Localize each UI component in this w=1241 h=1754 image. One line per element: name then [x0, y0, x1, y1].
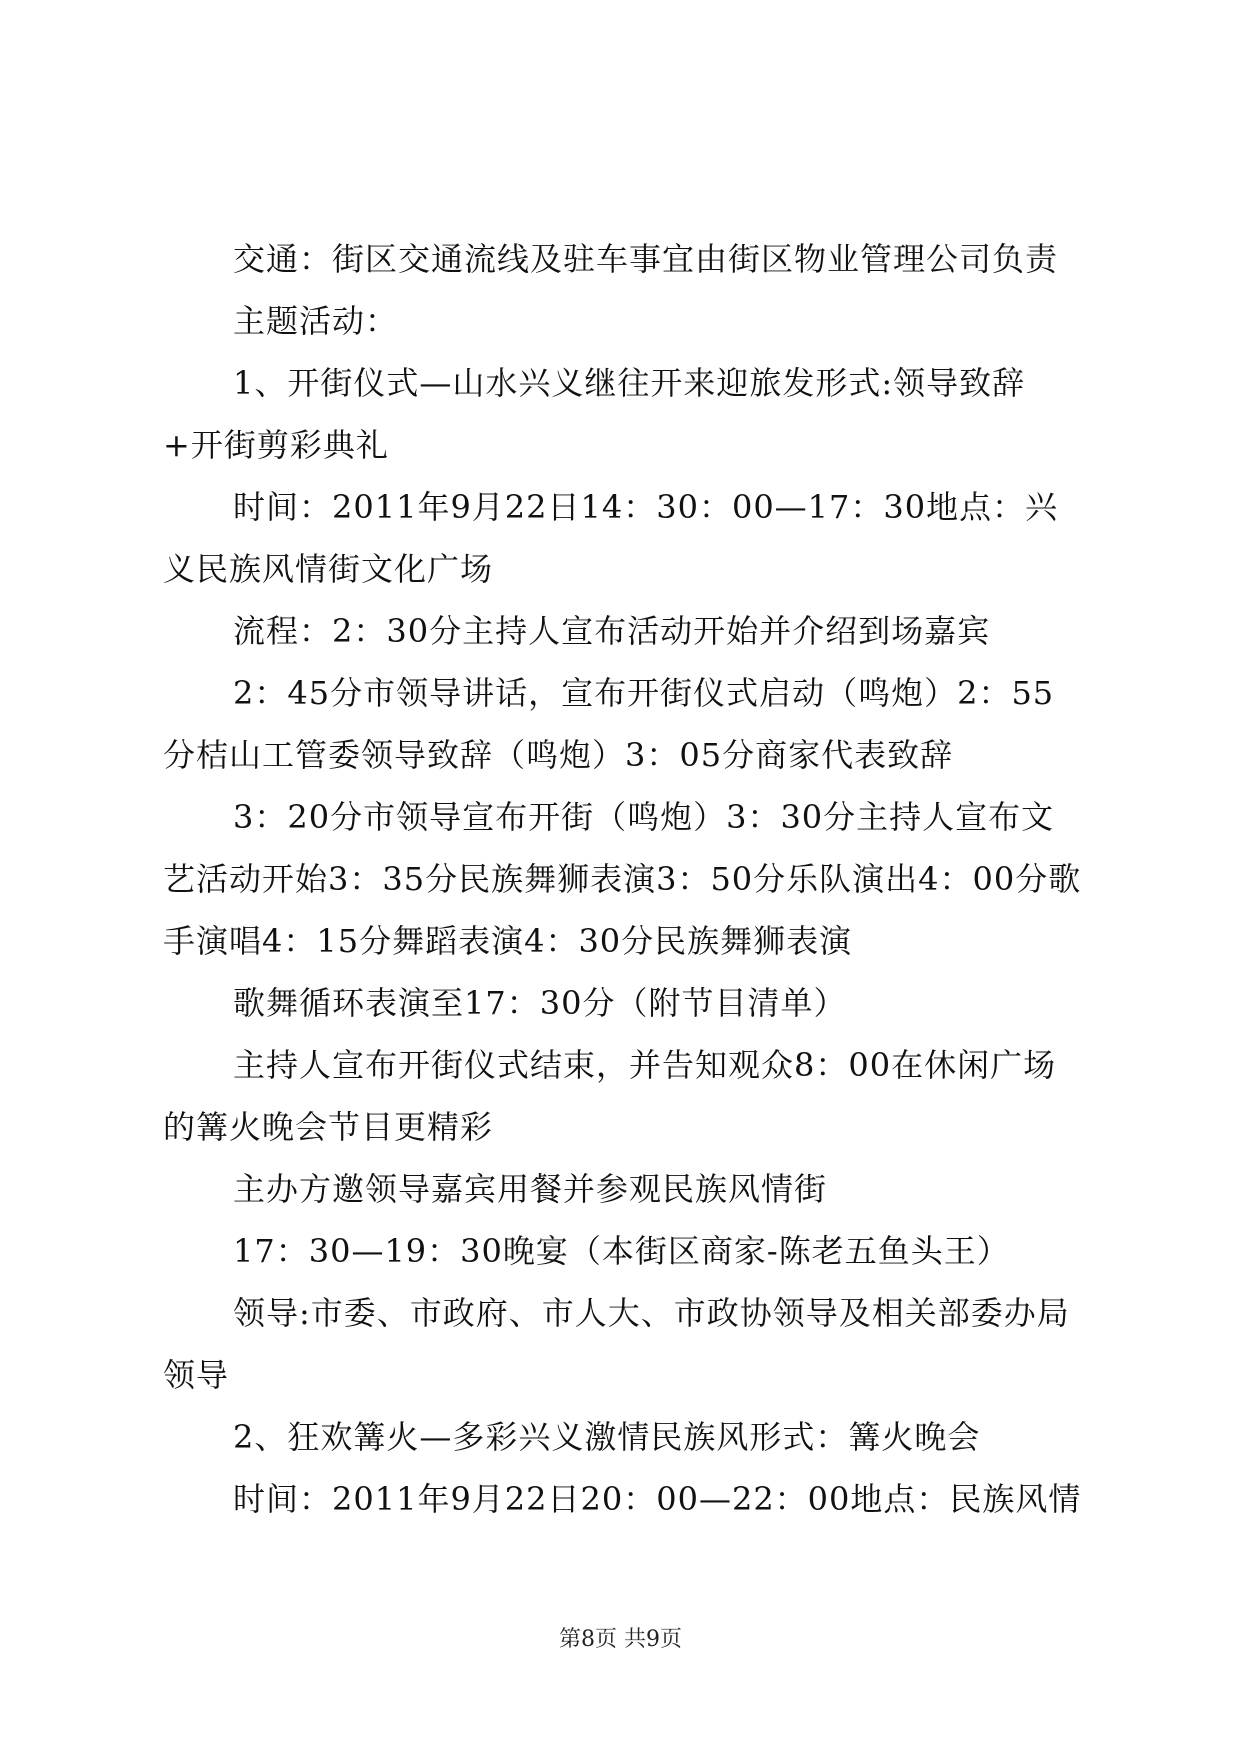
document-body: [163, 228, 1083, 1530]
paragraph-leaders: 领导:市委、市政府、市人大、市政协领导及相关部委办局领导: [163, 1294, 1070, 1394]
paragraph-bonfire: 2、狂欢篝火—多彩兴义激情民族风形式：篝火晚会: [233, 1418, 981, 1456]
paragraph-schedule-1: 2：45分市领导讲话，宣布开街仪式启动（鸣炮）2：55分桔山工管委领导致辞（鸣炮）3：05分商家代表致辞: [163, 674, 1055, 774]
paragraph-performance-loop: 歌舞循环表演至17：30分（附节目清单）: [233, 984, 847, 1022]
paragraph-opening-ceremony: 1、开街仪式—山水兴义继往开来迎旅发形式:领导致辞+开街剪彩典礼: [163, 364, 1026, 464]
paragraph-banquet: 17：30—19：30晚宴（本街区商家-陈老五鱼头王）: [233, 1232, 1010, 1270]
paragraph-process: 流程：2：30分主持人宣布活动开始并介绍到场嘉宾: [233, 612, 991, 650]
paragraph-bonfire-time: 时间：2011年9月22日20：00—22：00地点：民族风情: [233, 1480, 1082, 1518]
paragraph-dinner-invite: 主办方邀领导嘉宾用餐并参观民族风情街: [233, 1170, 828, 1208]
paragraph-theme-heading: 主题活动：: [233, 302, 399, 340]
page-footer: 第8页 共9页: [559, 1627, 682, 1652]
paragraph-schedule-2: 3：20分市领导宣布开街（鸣炮）3：30分主持人宣布文艺活动开始3：35分民族舞狮表演3：50分乐队演出4：00分歌手演唱4：15分舞蹈表演4：30分民族舞狮表演: [163, 798, 1082, 960]
paragraph-ceremony-end: 主持人宣布开街仪式结束，并告知观众8：00在休闲广场的篝火晚会节目更精彩: [163, 1046, 1057, 1146]
paragraph-traffic: 交通：街区交通流线及驻车事宜由街区物业管理公司负责: [233, 240, 1059, 278]
paragraph-ceremony-time: 时间：2011年9月22日14：30：00—17：30地点：兴义民族风情街文化广场: [163, 488, 1059, 588]
